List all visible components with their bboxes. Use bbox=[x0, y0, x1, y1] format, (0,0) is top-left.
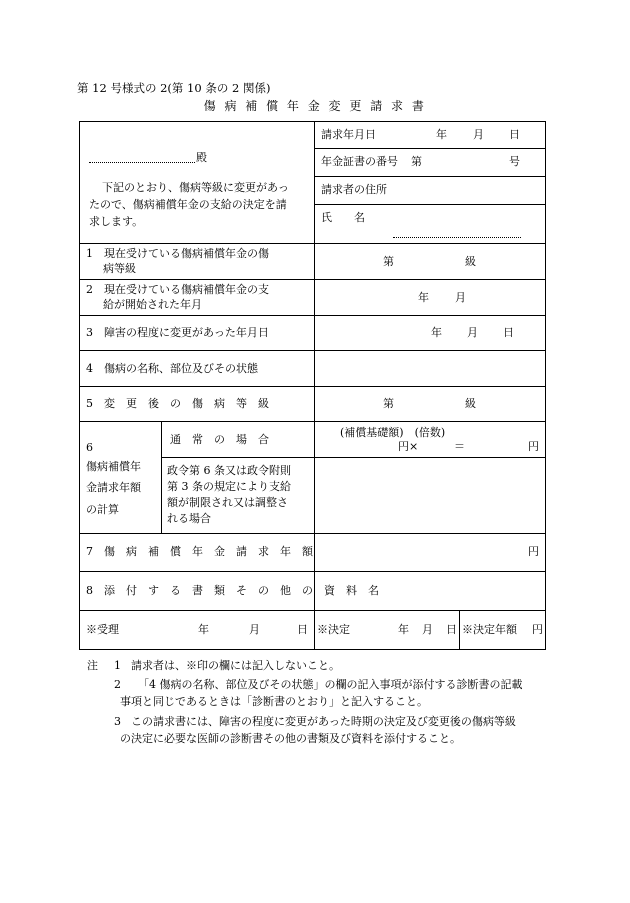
item6-special-line-2: 第 3 条の規定により支給 bbox=[167, 480, 291, 493]
addressee-suffix: 殿 bbox=[196, 151, 207, 164]
item3-year-unit: 年 bbox=[431, 326, 442, 339]
item3-label: 3 障害の程度に変更があった年月日 bbox=[86, 326, 269, 339]
request-body-line-2: たので、傷病補償年金の支給の決定を請 bbox=[89, 198, 287, 211]
item6-special-line-4: れる場合 bbox=[167, 512, 211, 525]
note-2-number: 2 bbox=[114, 678, 121, 691]
item6-label-line-2: 傷病補償年 bbox=[86, 460, 141, 473]
received-day-unit: 日 bbox=[297, 623, 308, 636]
item5-grade-prefix: 第 bbox=[383, 397, 394, 410]
item2-label-line-1: 2 現在受けている傷病補償年金の支 bbox=[86, 283, 269, 296]
item6-label-line-3: 金請求年額 bbox=[86, 481, 141, 494]
received-label: ※受理 bbox=[86, 623, 119, 636]
item4-label: 4 傷病の名称、部位及びその状態 bbox=[86, 362, 258, 375]
item3-day-unit: 日 bbox=[503, 326, 514, 339]
decision-month-unit: 月 bbox=[422, 623, 433, 636]
decided-annual-yen-unit: 円 bbox=[532, 623, 543, 636]
item2-label-line-2: 給が開始された年月 bbox=[103, 298, 202, 311]
item6-formula-equals: ＝ bbox=[454, 440, 465, 453]
item6-formula-yen: 円 bbox=[528, 440, 539, 453]
item8-label: 8 添 付 す る 書 類 そ の 他 の 資 料 名 bbox=[86, 584, 379, 597]
item1-label-line-2: 病等級 bbox=[103, 262, 136, 275]
item1-grade-prefix: 第 bbox=[383, 255, 394, 268]
item6-special-line-3: 額が制限され又は調整さ bbox=[167, 496, 288, 509]
note-3-text-line-1: この請求書には、障害の程度に変更があった時期の決定及び変更後の傷病等級 bbox=[131, 715, 516, 728]
name-label: 氏 名 bbox=[321, 211, 365, 224]
request-date-label: 請求年月日 bbox=[321, 128, 376, 141]
request-body-line-3: 求します。 bbox=[89, 215, 144, 228]
cert-number-label: 年金証書の番号 bbox=[321, 155, 398, 168]
decision-day-unit: 日 bbox=[446, 623, 457, 636]
item1-grade-suffix: 級 bbox=[465, 255, 476, 268]
item6-formula-yen-times: 円× bbox=[398, 440, 419, 453]
request-date-year-unit: 年 bbox=[436, 128, 447, 141]
decided-annual-label: ※決定年額 bbox=[462, 623, 517, 636]
cert-number-suffix: 号 bbox=[509, 155, 520, 168]
item6-normal-case-label: 通 常 の 場 合 bbox=[170, 433, 269, 446]
form-number-header: 第 12 号様式の 2(第 10 条の 2 関係) bbox=[77, 81, 271, 95]
note-1-number: 1 bbox=[114, 659, 121, 672]
note-1-text: 請求者は、※印の欄には記入しないこと。 bbox=[131, 659, 340, 672]
request-date-month-unit: 月 bbox=[473, 128, 484, 141]
request-body-line-1: 下記のとおり、傷病等級に変更があっ bbox=[102, 181, 289, 194]
decision-label: ※決定 bbox=[317, 623, 350, 636]
name-blank[interactable] bbox=[393, 237, 521, 238]
note-2-text-line-2: 事項と同じであるときは「診断書のとおり」と記入すること。 bbox=[120, 695, 428, 708]
item1-label-line-1: 1 現在受けている傷病補償年金の傷 bbox=[86, 247, 269, 260]
received-year-unit: 年 bbox=[198, 623, 209, 636]
received-month-unit: 月 bbox=[249, 623, 260, 636]
addressee-blank[interactable] bbox=[89, 162, 195, 163]
note-2-text-line-1: 「4 傷病の名称、部位及びその状態」の欄の記入事項が添付する診断書の記載 bbox=[138, 678, 523, 691]
item5-label: 5 変 更 後 の 傷 病 等 級 bbox=[86, 397, 269, 410]
item6-formula-head: (補償基礎額) (倍数) bbox=[340, 426, 446, 439]
item2-month-unit: 月 bbox=[455, 291, 466, 304]
form-title: 傷 病 補 償 年 金 変 更 請 求 書 bbox=[203, 99, 427, 113]
item2-year-unit: 年 bbox=[418, 291, 429, 304]
notes-head: 注 bbox=[87, 659, 98, 672]
note-3-text-line-2: の決定に必要な医師の診断書その他の書類及び資料を添付すること。 bbox=[120, 732, 461, 745]
item5-grade-suffix: 級 bbox=[465, 397, 476, 410]
address-label: 請求者の住所 bbox=[321, 183, 387, 196]
note-3-number: 3 bbox=[114, 715, 121, 728]
item7-yen-unit: 円 bbox=[528, 545, 539, 558]
item3-month-unit: 月 bbox=[467, 326, 478, 339]
item7-label: 7 傷 病 補 償 年 金 請 求 年 額 bbox=[86, 545, 313, 558]
cert-number-prefix: 第 bbox=[411, 155, 422, 168]
request-date-day-unit: 日 bbox=[509, 128, 520, 141]
item6-special-line-1: 政令第 6 条又は政令附則 bbox=[167, 464, 291, 477]
item6-label-line-1: 6 bbox=[86, 441, 93, 454]
item6-label-line-4: の計算 bbox=[86, 503, 119, 516]
decision-year-unit: 年 bbox=[398, 623, 409, 636]
